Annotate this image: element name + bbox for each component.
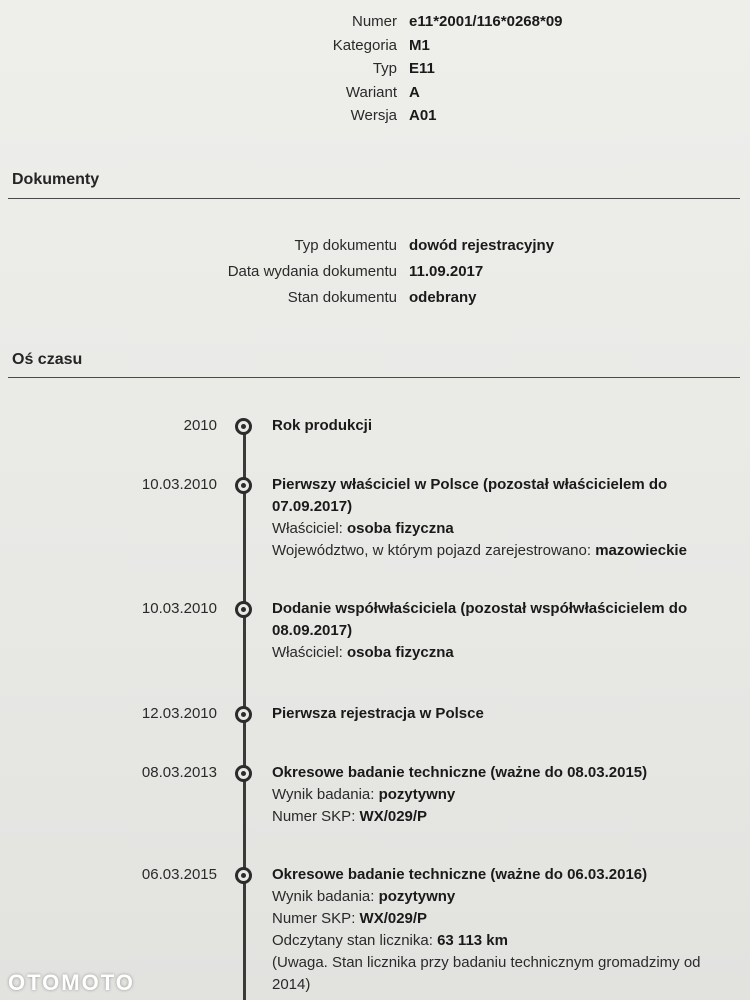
document-label: Typ dokumentu [294,237,397,254]
vehicle-label: Kategoria [332,36,397,54]
event-detail-value: osoba fizyczna [347,644,454,661]
event-detail-value: WX/029/P [359,910,428,927]
event-details [272,474,712,562]
event-detail-line [272,518,712,540]
event-title: Okresowe badanie techniczne (ważne do 08.03.2015) [272,764,648,781]
event-detail-value: WX/029/P [359,808,428,825]
event-details [272,598,712,664]
document-label: Stan dokumentu [287,289,397,306]
documents-divider [8,198,740,199]
event-detail-line [272,540,712,562]
event-detail-line [272,784,712,806]
event-details [272,703,712,725]
event-detail-line [272,642,712,664]
documents-heading: Dokumenty [12,171,100,188]
vehicle-value: E11 [409,60,435,77]
event-detail-label: Wynik badania: [272,786,379,803]
event-detail-label: Właściciel: [272,644,348,661]
event-detail-value: pozytywny [378,786,456,803]
event-date: 12.03.2010 [141,705,217,722]
otomoto-watermark: OTOMOTO [8,970,135,995]
event-detail-label: Właściciel: [272,520,348,537]
vehicle-value: M1 [409,36,430,54]
vehicle-label: Wersja [350,107,397,124]
event-title: Dodanie współwłaściciela (pozostał współwłaścicielem do 08.09.2017) [272,600,688,639]
vehicle-label: Typ [372,60,397,77]
event-detail-label: Odczytany stan licznika: [272,932,438,949]
event-detail-line [272,908,712,930]
event-title: Pierwszy właściciel w Polsce (pozostał właścicielem do 07.09.2017) [272,476,668,515]
timeline-dot-icon [235,706,252,723]
document-value: odebrany [409,289,477,306]
event-detail-line [272,806,712,828]
vehicle-value: A01 [409,107,437,124]
vehicle-value: e11*2001/116*0268*09 [409,13,563,30]
event-details [272,762,712,828]
event-title: Okresowe badanie techniczne (ważne do 06.03.2016) [272,866,648,883]
event-date: 08.03.2013 [141,764,217,781]
event-date: 06.03.2015 [141,866,217,883]
event-date: 10.03.2010 [141,600,217,617]
document-label: Data wydania dokumentu [227,263,397,280]
event-detail-value: pozytywny [378,888,456,905]
timeline-dot-icon [235,477,252,494]
vehicle-value: A [409,83,420,101]
timeline-dot-icon [235,418,252,435]
timeline-divider [8,377,740,378]
document-value: dowód rejestracyjny [409,237,555,254]
event-detail-label: Województwo, w którym pojazd zarejestrowano: [272,542,596,559]
event-title: Pierwsza rejestracja w Polsce [272,705,484,722]
timeline-heading: Oś czasu [12,351,83,368]
event-detail-line [272,886,712,908]
document-value: 11.09.2017 [409,263,484,280]
event-detail-label: Numer SKP: [272,910,360,927]
event-date: 2010 [183,417,217,434]
event-date: 10.03.2010 [141,476,217,493]
event-title: Rok produkcji [272,417,373,434]
timeline-dot-icon [235,867,252,884]
event-detail-label: (Uwaga. Stan licznika przy badaniu technicznym gromadzimy od 2014) [272,954,701,993]
event-details [272,415,712,437]
timeline-dot-icon [235,765,252,782]
vehicle-label: Wariant [345,83,397,101]
event-detail-label: Numer SKP: [272,808,360,825]
event-detail-line [272,930,712,952]
vehicle-label: Numer [351,13,397,30]
event-detail-line [272,952,712,996]
event-detail-value: osoba fizyczna [347,520,454,537]
event-detail-value: mazowieckie [595,542,687,559]
event-detail-label: Wynik badania: [272,888,379,905]
timeline-dot-icon [235,601,252,618]
event-detail-value: 63 113 km [437,932,508,949]
event-details [272,864,712,996]
